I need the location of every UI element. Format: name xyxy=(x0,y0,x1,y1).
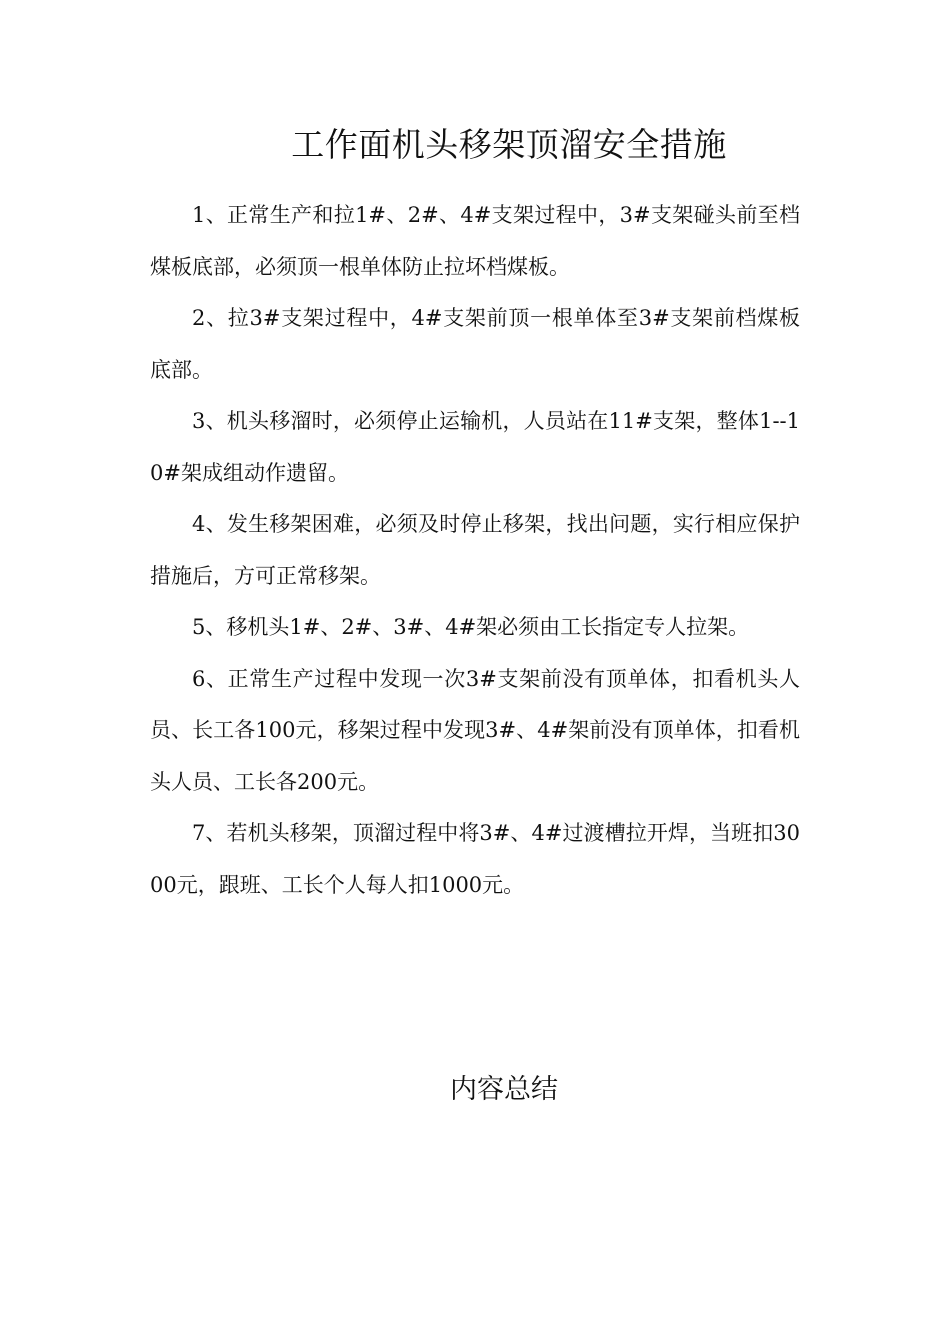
paragraph-2: 2、拉3#支架过程中，4#支架前顶一根单体至3#支架前档煤板底部。 xyxy=(150,306,800,382)
paragraph-4: 4、发生移架困难，必须及时停止移架，找出问题，实行相应保护措施后，方可正常移架。 xyxy=(150,512,800,588)
document-body xyxy=(150,190,800,911)
paragraph-7: 7、若机头移架，顶溜过程中将3#、4#过渡槽拉开焊，当班扣3000元，跟班、工长个人每人扣1000元。 xyxy=(150,821,800,897)
paragraph-6: 6、正常生产过程中发现一次3#支架前没有顶单体，扣看机头人员、长工各100元，移架过程中发现3#、4#架前没有顶单体，扣看机头人员、工长各200元。 xyxy=(150,666,800,794)
document-title: 工作面机头移架顶溜安全措施 xyxy=(291,125,727,164)
paragraph-3: 3、机头移溜时，必须停止运输机，人员站在11#支架，整体1--10#架成组动作遗留。 xyxy=(150,409,800,485)
paragraph-5: 5、移机头1#、2#、3#、4#架必须由工长指定专人拉架。 xyxy=(192,615,750,639)
summary-heading: 内容总结 xyxy=(450,1074,558,1105)
paragraph-1: 1、正常生产和拉1#、2#、4#支架过程中，3#支架碰头前至档煤板底部，必须顶一根单体防止拉坏档煤板。 xyxy=(150,203,800,279)
